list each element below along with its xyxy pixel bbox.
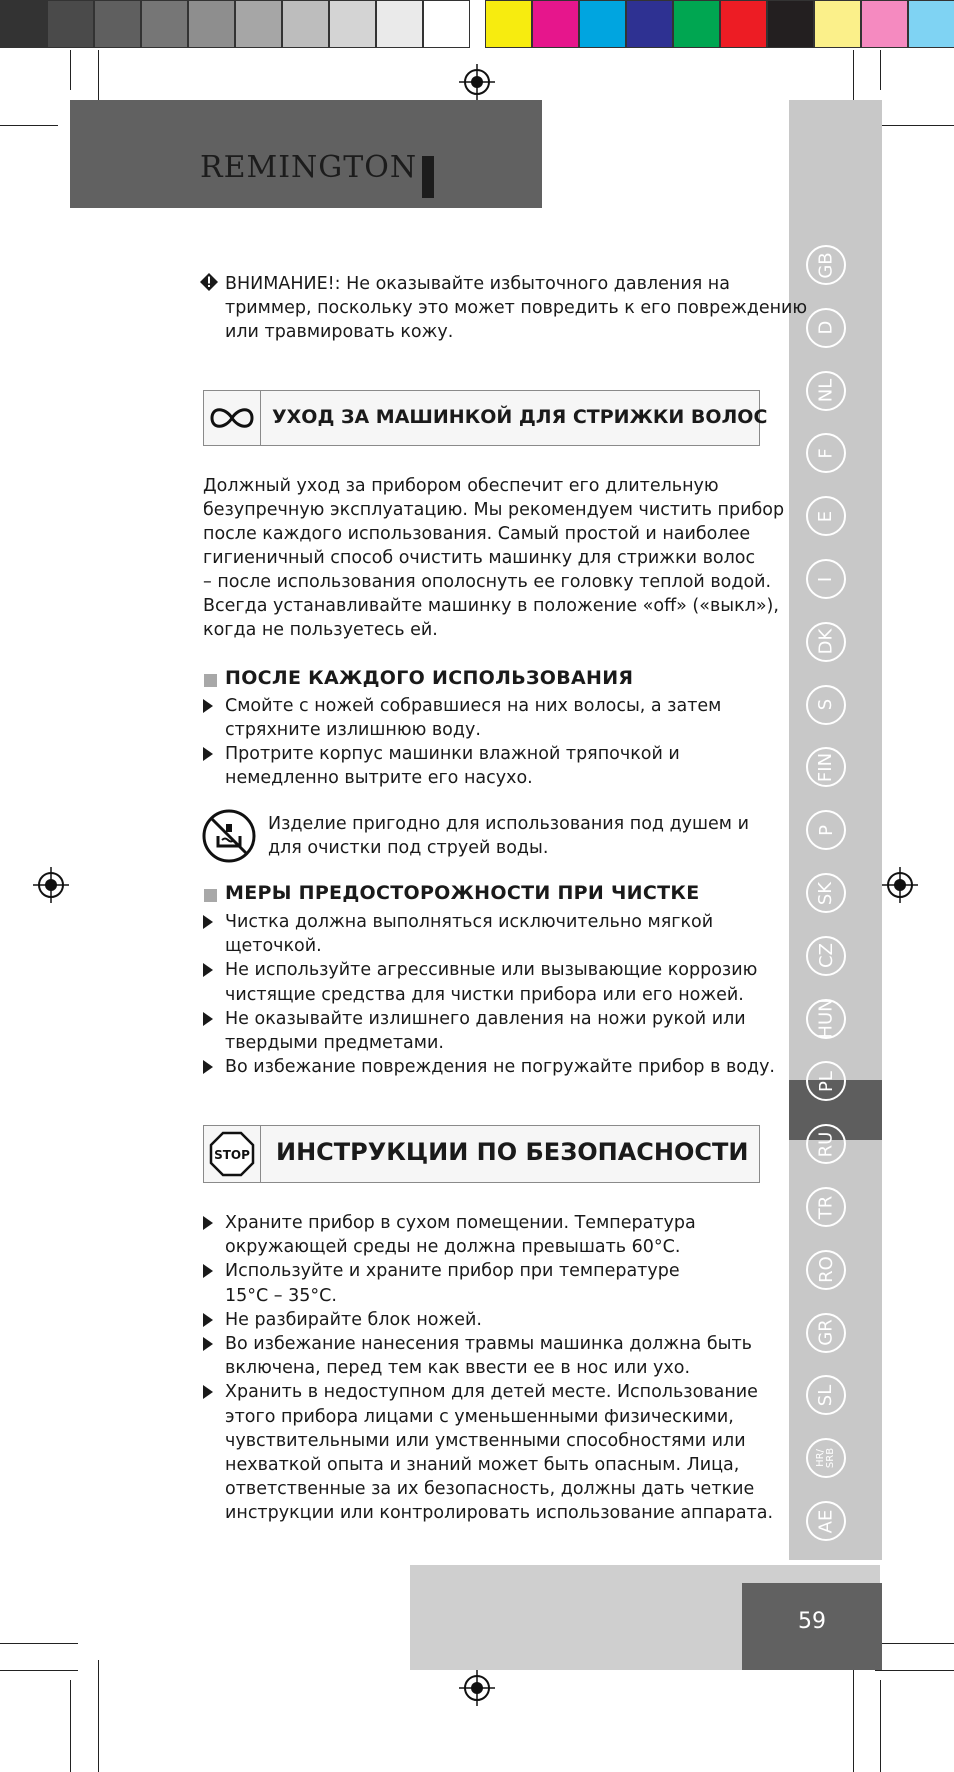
language-tab-ru[interactable] [806, 1124, 846, 1164]
color-swatch [485, 0, 532, 48]
language-tab-label: SK [815, 881, 837, 905]
care-section-title: УХОД ЗА МАШИНКОЙ ДЛЯ СТРИЖКИ ВОЛОС [272, 406, 768, 428]
language-tab-d[interactable] [806, 308, 846, 348]
shower-note-line: для очистки под струей воды. [268, 838, 549, 858]
gray-swatch [329, 0, 376, 48]
text-line: после каждого использования. Самый простой и наиболее [203, 524, 751, 544]
crop-mark [98, 1660, 99, 1772]
color-swatch [532, 0, 579, 48]
bullet-line: твердыми предметами. [225, 1033, 444, 1053]
language-tab-hr-srb[interactable] [806, 1438, 846, 1478]
crop-mark [875, 125, 954, 126]
language-tab-nl[interactable] [806, 371, 846, 411]
shower-note-line: Изделие пригодно для использования под душем и [268, 814, 749, 834]
text-line: Всегда устанавливайте машинку в положение «off» («выкл»), [203, 596, 779, 616]
language-tab-s[interactable] [806, 685, 846, 725]
crop-mark [875, 1670, 954, 1671]
crop-mark [70, 1680, 71, 1772]
bullet-line: окружающей среды не должна превышать 60°C. [225, 1237, 681, 1258]
precautions-heading: МЕРЫ ПРЕДОСТОРОЖНОСТИ ПРИ ЧИСТКЕ [225, 882, 700, 904]
bullet-triangle-icon [203, 1216, 213, 1230]
crop-mark [0, 1643, 78, 1644]
gray-swatch [282, 0, 329, 48]
language-tab-label: GB [815, 251, 837, 279]
bullet-line: Используйте и храните прибор при температуре [225, 1261, 680, 1282]
crop-mark [98, 50, 99, 100]
language-tab-label: RU [815, 1131, 837, 1158]
language-tab-label: RO [815, 1256, 837, 1284]
bullet-triangle-icon [203, 699, 213, 713]
after-use-heading: ПОСЛЕ КАЖДОГО ИСПОЛЬЗОВАНИЯ [225, 667, 634, 689]
crop-mark [853, 1660, 854, 1772]
crop-mark [70, 50, 71, 90]
bullet-line: Хранить в недоступном для детей месте. Использование [225, 1382, 758, 1403]
language-tab-gr[interactable] [806, 1313, 846, 1353]
bullet-line: включена, перед тем как ввести ее в нос или ухо. [225, 1358, 691, 1379]
language-tab-label: NL [815, 378, 837, 403]
bullet-triangle-icon [203, 747, 213, 761]
bullet-triangle-icon [203, 915, 213, 929]
language-tab-dk[interactable] [806, 622, 846, 662]
gray-swatch [235, 0, 282, 48]
language-tab-ro[interactable] [806, 1250, 846, 1290]
language-tab-label: GR [815, 1319, 837, 1346]
bullet-line: инструкции или контролировать использование аппарата. [225, 1503, 774, 1524]
bullet-triangle-icon [203, 1264, 213, 1278]
warning-line: ВНИМАНИЕ!: Не оказывайте избыточного давления на [225, 274, 730, 294]
language-tab-label: AE [815, 1509, 837, 1533]
language-tab-label: S [815, 698, 837, 711]
bullet-triangle-icon [203, 963, 213, 977]
color-calibration-bar [0, 0, 954, 50]
bullet-triangle-icon [203, 1060, 213, 1074]
gray-swatch [188, 0, 235, 48]
shower-washable-icon [201, 808, 257, 864]
color-swatch [861, 0, 908, 48]
language-tab-ae[interactable] [806, 1501, 846, 1541]
language-tab-label: TR [815, 1195, 837, 1219]
subheading-square [204, 674, 217, 687]
svg-text:STOP: STOP [214, 1148, 250, 1162]
safety-section-title: ИНСТРУКЦИИ ПО БЕЗОПАСНОСТИ [276, 1138, 749, 1166]
bullet-line: стряхните излишнюю воду. [225, 720, 481, 740]
bullet-line: нехваткой опыта и знаний может быть опасным. Лица, [225, 1455, 740, 1475]
language-tab-p[interactable] [806, 810, 846, 850]
bullet-triangle-icon [203, 1385, 213, 1399]
warning-line: или травмировать кожу. [225, 322, 454, 342]
bullet-line: чувствительными или умственными способностями или [225, 1430, 746, 1451]
language-tab-tr[interactable] [806, 1187, 846, 1227]
crop-mark [0, 125, 58, 126]
text-line: безупречную эксплуатацию. Мы рекомендуем чистить прибор [203, 500, 785, 520]
text-line: – после использования ополоснуть ее головку теплой водой. [203, 572, 772, 592]
gray-swatch [423, 0, 470, 48]
registration-mark-icon [882, 867, 918, 903]
language-tab-i[interactable] [806, 559, 846, 599]
bullet-triangle-icon [203, 1337, 213, 1351]
header-banner [70, 100, 542, 208]
language-tab-sk[interactable] [806, 873, 846, 913]
registration-mark-icon [33, 867, 69, 903]
bullet-line: Храните прибор в сухом помещении. Температура [225, 1213, 696, 1233]
color-swatch [908, 0, 954, 48]
language-tab-label: E [815, 510, 837, 522]
care-section-header [203, 390, 768, 446]
text-line: гигиеничный способ очистить машинку для стрижки волос [203, 548, 756, 568]
bullet-line: чистящие средства для чистки прибора или его ножей. [225, 984, 744, 1005]
gray-swatch [94, 0, 141, 48]
gray-swatch [0, 0, 47, 48]
page-number: 59 [798, 1609, 826, 1634]
language-tab-label: CZ [815, 943, 837, 969]
page-number-box [742, 1583, 882, 1670]
color-swatch [673, 0, 720, 48]
bullet-line: Не разбирайте блок ножей. [225, 1309, 482, 1330]
brand-logo: REMINGTON [200, 150, 418, 185]
language-tab-label: PL [815, 1070, 837, 1092]
language-tab-label: FIN [815, 752, 837, 782]
registration-mark-icon [459, 64, 495, 100]
registration-mark-icon [459, 1670, 495, 1706]
infinity-icon [204, 391, 261, 445]
language-tab-cz[interactable] [806, 936, 846, 976]
text-line: Должный уход за прибором обеспечит его длительную [203, 476, 719, 496]
language-tab-label: HR/ SRB [815, 1448, 836, 1469]
language-tab-gb[interactable] [806, 245, 846, 285]
stop-sign-icon [204, 1126, 261, 1182]
bullet-line: Чистка должна выполняться исключительно мягкой [225, 912, 714, 932]
text-line: когда не пользуетесь ей. [203, 620, 438, 640]
bullet-line: 15°C – 35°C. [225, 1285, 337, 1306]
bullet-triangle-icon [203, 1012, 213, 1026]
color-swatch [720, 0, 767, 48]
bullet-line: Не используйте агрессивные или вызывающие коррозию [225, 960, 758, 981]
logo-bar [422, 156, 434, 198]
bullet-line: Смойте с ножей собравшиеся на них волосы, а затем [225, 696, 722, 716]
language-tab-hun[interactable] [806, 999, 846, 1039]
bullet-line: немедленно вытрите его насухо. [225, 768, 533, 788]
color-swatch [579, 0, 626, 48]
warning-diamond-icon [200, 273, 218, 291]
language-tab-label: F [815, 448, 837, 459]
warning-line: триммер, поскольку это может повредить к его повреждению [225, 298, 808, 318]
gray-swatch [376, 0, 423, 48]
crop-mark [875, 1643, 954, 1644]
bullet-line: Протрите корпус машинки влажной тряпочкой и [225, 744, 680, 764]
crop-mark [880, 50, 881, 90]
gray-swatch [141, 0, 188, 48]
bullet-line: этого прибора лицами с уменьшенными физическими, [225, 1406, 734, 1427]
language-tab-label: SL [815, 1384, 837, 1407]
language-tab-label: HUN [815, 998, 837, 1039]
bullet-line: ответственные за их безопасность, должны дать четкие [225, 1479, 755, 1500]
language-tab-label: I [815, 576, 837, 582]
bullet-triangle-icon [203, 1313, 213, 1327]
language-tab-label: P [815, 824, 837, 836]
bullet-line: щеточкой. [225, 936, 322, 957]
bullet-line: Во избежание нанесения травмы машинка должна быть [225, 1334, 752, 1354]
gray-swatch [47, 0, 94, 48]
safety-section-header [203, 1125, 760, 1183]
crop-mark [880, 1680, 881, 1772]
crop-mark [853, 50, 854, 100]
color-swatch [626, 0, 673, 48]
language-tab-label: DK [815, 628, 837, 655]
language-tab-e[interactable] [806, 496, 846, 536]
bullet-line: Во избежание повреждения не погружайте прибор в воду. [225, 1057, 775, 1078]
crop-mark [0, 1670, 78, 1671]
subheading-square [204, 889, 217, 902]
language-tab-label: D [815, 320, 837, 335]
color-swatch [814, 0, 861, 48]
bullet-line: Не оказывайте излишнего давления на ножи рукой или [225, 1008, 746, 1029]
color-swatch [767, 0, 814, 48]
